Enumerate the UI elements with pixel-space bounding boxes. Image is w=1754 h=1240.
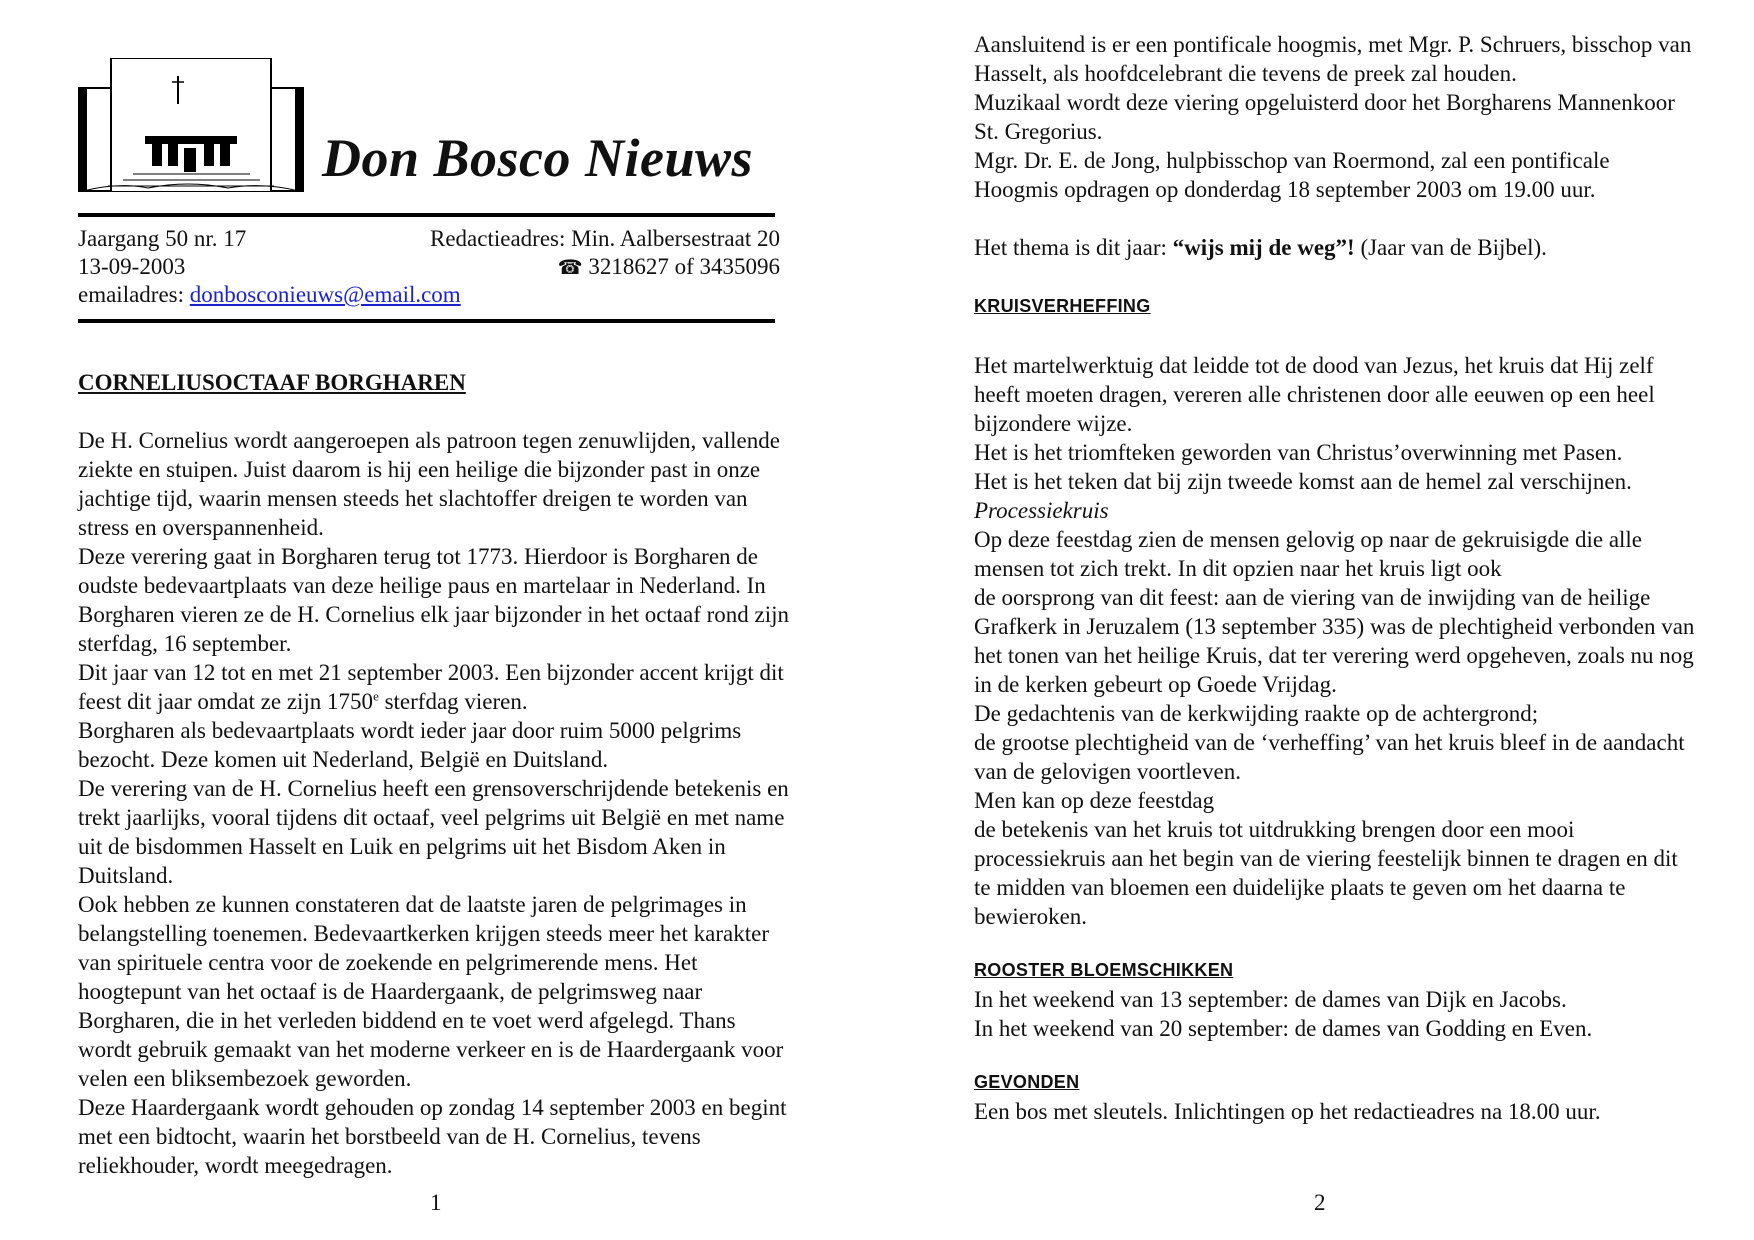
rooster-line: In het weekend van 20 september: de dames van Godding en Even. — [974, 1016, 1593, 1041]
page2-content — [974, 30, 1696, 1126]
phone-line — [558, 253, 780, 281]
page-number: 2 — [1314, 1190, 1326, 1215]
article-paragraph: De gedachtenis van de kerkwijding raakte op de achtergrond; — [974, 701, 1539, 726]
header-rule-top — [78, 213, 775, 217]
article-paragraph: Op deze feestdag zien de mensen gelovig op naar de gekruisigde die alle mensen tot zich trekt. In dit opzien naar het kruis ligt ook — [974, 527, 1643, 581]
article-heading: CORNELIUSOCTAAF BORGHAREN — [78, 370, 466, 395]
article-paragraph: De H. Cornelius wordt aangeroepen als patroon tegen zenuwlijden, vallende ziekte en stuipen. Juist daarom is hij een heilige die bijzonder past in onze jachtige tijd, waarin mensen steeds het slachtoffer dreigen te worden van stress en overspannenheid. — [78, 428, 780, 540]
rooster-line: In het weekend van 13 september: de dames van Dijk en Jacobs. — [974, 987, 1567, 1012]
phone-numbers: 3218627 of 3435096 — [588, 254, 780, 279]
article-paragraph: Muzikaal wordt deze viering opgeluisterd door het Borgharens Mannenkoor St. Gregorius. — [974, 90, 1675, 144]
article-paragraph: Mgr. Dr. E. de Jong, hulpbisschop van Roermond, zal een pontificale Hoogmis opdragen op donderdag 18 september 2003 om 19.00 uur. — [974, 148, 1610, 202]
article-cornelius — [78, 368, 790, 1180]
email-label: emailadres: — [78, 282, 190, 307]
issue-date: 13-09-2003 — [78, 254, 186, 279]
newsletter-title: Don Bosco Nieuws — [322, 128, 754, 188]
theme-line: Het thema is dit jaar: “wijs mij de weg”! (Jaar van de Bijbel). — [974, 235, 1547, 260]
email-link[interactable]: donbosconieuws@email.com — [189, 282, 461, 307]
article-paragraph: Het is het teken dat bij zijn tweede komst aan de hemel zal verschijnen. — [974, 469, 1632, 494]
article-paragraph: de betekenis van het kruis tot uitdrukking brengen door een mooi processiekruis aan het begin van de viering feestelijk binnen te dragen en dit te midden van bloemen een duidelijke plaats te geven om het daarna te bewieroken. — [974, 817, 1678, 929]
article-paragraph: Men kan op deze feestdag — [974, 788, 1215, 813]
article-paragraph: Deze verering gaat in Borgharen terug tot 1773. Hierdoor is Borgharen de oudste bedevaartplaats van deze heilige paus en martelaar in Nederland. In Borgharen vieren ze de H. Cornelius elk jaar bijzonder in het octaaf rond zijn sterfdag, 16 september. — [78, 544, 790, 656]
article-paragraph: Het is het triomfteken geworden van Christus’overwinning met Pasen. — [974, 440, 1623, 465]
gevonden-text: Een bos met sleutels. Inlichtingen op het redactieadres na 18.00 uur. — [974, 1099, 1601, 1124]
telephone-icon: ☎ — [557, 255, 583, 279]
section-heading-kruisverheffing: KRUISVERHEFFING — [974, 296, 1151, 316]
article-paragraph: Aansluitend is er een pontificale hoogmis, met Mgr. P. Schruers, bisschop van Hasselt, als hoofdcelebrant die tevens de preek zal houden. — [974, 32, 1692, 86]
editorial-address: Redactieadres: Min. Aalbersestraat 20 — [430, 226, 780, 251]
header-rule-bottom — [78, 319, 775, 323]
article-paragraph: de oorsprong van dit feest: aan de viering van de inwijding van de heilige Grafkerk in Jeruzalem (13 september 335) was de plechtigheid verbonden van het tonen van het heilige Kruis, dat ter verering werd opgeheven, zoals nu nog in de kerken gebeurt op Goede Vrijdag. — [974, 585, 1695, 697]
article-paragraph: Ook hebben ze kunnen constateren dat de laatste jaren de pelgrimages in belangstelling toenemen. Bedevaartkerken krijgen steeds meer het karakter van spirituele centra voor de zoekende en pelgrimerende mens. Het hoogtepunt van het octaaf is de Haardergaank, de pelgrimsweg naar Borgharen, die in het verleden biddend en te voet werd afgelegd. Thans wordt gebruik gemaakt van het moderne verkeer en is de Haardergaank voor velen een bliksembezoek geworden. — [78, 892, 784, 1091]
section-heading-rooster: ROOSTER BLOEMSCHIKKEN — [974, 960, 1234, 980]
email-line — [78, 281, 461, 309]
article-paragraph: Het martelwerktuig dat leidde tot de dood van Jezus, het kruis dat Hij zelf heeft moeten dragen, vereren alle christenen door alle eeuwen op een heel bijzondere wijze. — [974, 353, 1655, 436]
page-2 — [877, 0, 1754, 1240]
page-number: 1 — [430, 1190, 442, 1215]
church-building-icon — [78, 58, 304, 192]
section-heading-gevonden: GEVONDEN — [974, 1072, 1080, 1092]
volume-number: Jaargang 50 nr. 17 — [78, 226, 247, 251]
article-paragraph: Borgharen als bedevaartplaats wordt ieder jaar door ruim 5000 pelgrims bezocht. Deze komen uit Nederland, België en Duitsland. — [78, 718, 742, 772]
subheading-processiekruis: Processiekruis — [974, 498, 1109, 523]
article-paragraph: Dit jaar van 12 tot en met 21 september 2003. Een bijzonder accent krijgt dit feest dit jaar omdat ze zijn 1750e sterfdag vieren. — [78, 660, 784, 714]
article-paragraph: de grootse plechtigheid van de ‘verheffing’ van het kruis bleef in de aandacht van de gelovigen voortleven. — [974, 730, 1685, 784]
superscript-e: e — [373, 688, 379, 704]
article-paragraph: De verering van de H. Cornelius heeft een grensoverschrijdende betekenis en trekt jaarlijks, vooral tijdens dit octaaf, veel pelgrims uit België en met name uit de bisdommen Hasselt en Luik en pelgrims uit het Bisdom Aken in Duitsland. — [78, 776, 789, 888]
article-paragraph: Deze Haardergaank wordt gehouden op zondag 14 september 2003 en begint met een bidtocht, waarin het borstbeeld van de H. Cornelius, tevens reliekhouder, wordt meegedragen. — [78, 1095, 787, 1178]
theme-motto: “wijs mij de weg”! — [1172, 235, 1355, 260]
